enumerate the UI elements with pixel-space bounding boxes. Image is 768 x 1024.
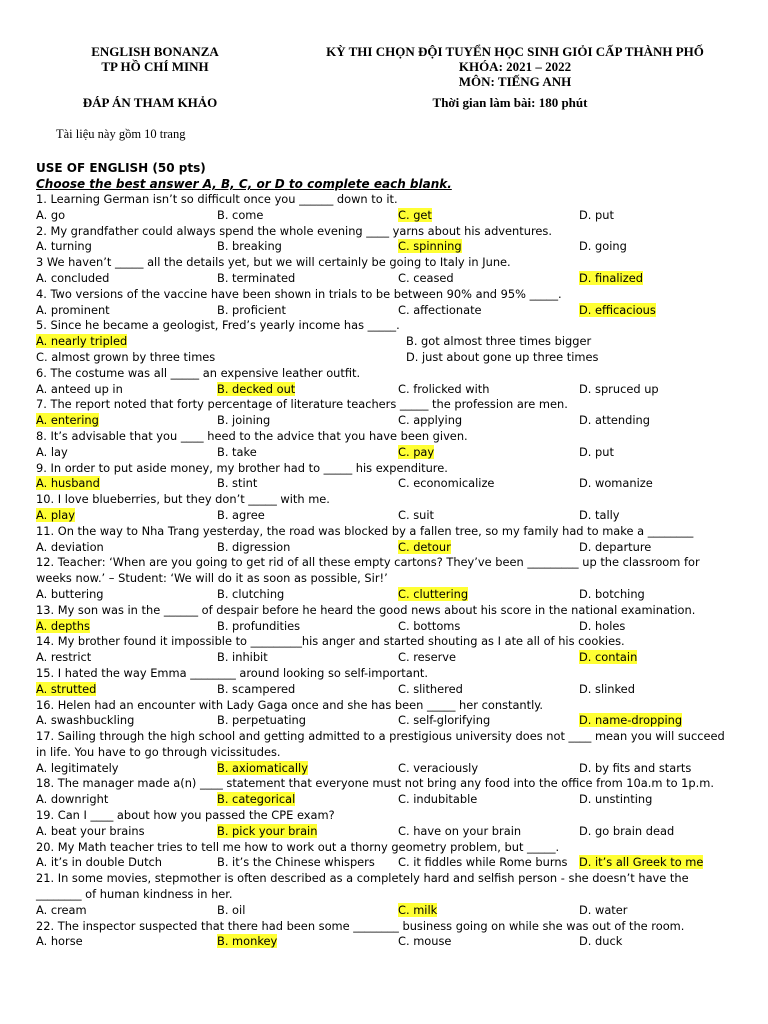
exam-year: KHÓA: 2021 – 2022 (458, 59, 572, 74)
answer-option-correct: B. decked out (217, 381, 296, 396)
section-instruction: Choose the best answer A, B, C, or D to complete each blank. (36, 177, 452, 191)
answer-option: A. prominent (36, 302, 110, 317)
answer-option: C. it fiddles while Rome burns (398, 855, 568, 870)
question-text: 5. Since he became a geologist, Fred’s yearly income has _____. (36, 318, 400, 333)
answer-option: C. frolicked with (398, 381, 490, 396)
options-row (36, 334, 736, 350)
answer-option: A. go (36, 207, 66, 222)
options-row (36, 540, 736, 556)
answer-option-correct: C. milk (398, 902, 438, 917)
answer-option: A. turning (36, 239, 92, 254)
options-row (36, 587, 736, 603)
question-text: 22. The inspector suspected that there had been some ________ business going on while she was out of the room. (36, 918, 685, 933)
answer-option: D. by fits and starts (579, 760, 692, 775)
answer-option-correct: C. cluttering (398, 586, 469, 601)
answer-option: B. breaking (217, 239, 282, 254)
answer-option-correct: C. pay (398, 444, 435, 459)
answer-option-correct: A. strutted (36, 681, 97, 696)
answer-option: D. water (579, 902, 628, 917)
question-list (36, 192, 736, 950)
options-row (36, 713, 736, 729)
answer-option: D. holes (579, 618, 626, 633)
answer-option-correct: A. play (36, 507, 75, 522)
answer-option: B. come (217, 207, 264, 222)
question-text: 4. Two versions of the vaccine have been shown in trials to be between 90% and 95% _____. (36, 286, 562, 301)
options-row (36, 792, 736, 808)
options-row (36, 350, 736, 366)
question-text: 12. Teacher: ‘When are you going to get rid of all these empty cartons? They’ve been _________ up the classroom for weeks now.’ – Student: ‘We will do it as soon as possible, Sir!’ (36, 555, 700, 586)
answer-option: B. profundities (217, 618, 301, 633)
answer-option-correct: D. contain (579, 650, 638, 665)
question-text: 2. My grandfather could always spend the whole evening ____ yarns about his adventures. (36, 223, 552, 238)
exam-info-block (300, 44, 730, 89)
answer-option-correct: C. get (398, 207, 432, 222)
question-text: 9. In order to put aside money, my brother had to _____ his expenditure. (36, 460, 448, 475)
question-text: 20. My Math teacher tries to tell me how to work out a thorny geometry problem, but _____. (36, 839, 560, 854)
answer-option-correct: A. entering (36, 413, 99, 428)
answer-option: D. go brain dead (579, 823, 675, 838)
answer-option: B. oil (217, 902, 246, 917)
answer-option-correct: C. spinning (398, 239, 462, 254)
exam-subject: MÔN: TIẾNG ANH (458, 74, 572, 89)
answer-option: D. spruced up (579, 381, 659, 396)
answer-option: D. attending (579, 413, 650, 428)
options-row (36, 508, 736, 524)
answer-option: A. anteed up in (36, 381, 123, 396)
answer-option: A. restrict (36, 650, 92, 665)
options-row (36, 855, 736, 871)
answer-option: C. almost grown by three times (36, 349, 216, 364)
answer-option: D. duck (579, 934, 623, 949)
answer-option: D. unstinting (579, 792, 653, 807)
organizer-block (0, 44, 310, 74)
answer-option: B. it’s the Chinese whispers (217, 855, 375, 870)
answer-option: A. deviation (36, 539, 104, 554)
organizer-city: TP HỒ CHÍ MINH (101, 59, 209, 74)
options-row (36, 271, 736, 287)
answer-option: C. affectionate (398, 302, 482, 317)
question-text: 18. The manager made a(n) ____ statement that everyone must not bring any food into the office from 10a.m to 1p.m. (36, 776, 714, 791)
answer-option-correct: D. finalized (579, 270, 643, 285)
answer-option-correct: D. it’s all Greek to me (579, 855, 704, 870)
answer-option: A. downright (36, 792, 109, 807)
answer-option: B. joining (217, 413, 271, 428)
answer-key-label: ĐÁP ÁN THAM KHẢO (82, 95, 218, 110)
answer-option: D. departure (579, 539, 652, 554)
page-count-note: Tài liệu này gồm 10 trang (56, 127, 186, 141)
question-text: 21. In some movies, stepmother is often described as a completely hard and selfish person - she doesn’t have the ________ of human kindness in her. (36, 871, 689, 902)
answer-option: A. concluded (36, 270, 110, 285)
answer-option-correct: A. depths (36, 618, 90, 633)
answer-option-correct: B. categorical (217, 792, 296, 807)
answer-option: B. inhibit (217, 650, 268, 665)
answer-option: A. it’s in double Dutch (36, 855, 163, 870)
answer-option: B. got almost three times bigger (406, 334, 592, 349)
options-row (36, 761, 736, 777)
answer-option: C. mouse (398, 934, 452, 949)
answer-option: C. suit (398, 507, 434, 522)
answer-option: B. digression (217, 539, 291, 554)
answer-option: D. going (579, 239, 627, 254)
answer-option: D. put (579, 207, 614, 222)
options-row (36, 824, 736, 840)
answer-option-correct: D. name-dropping (579, 713, 683, 728)
options-row (36, 445, 736, 461)
question-text: 1. Learning German isn’t so difficult once you ______ down to it. (36, 192, 398, 206)
answer-option: B. stint (217, 476, 258, 491)
options-row (36, 903, 736, 919)
answer-option: C. bottoms (398, 618, 461, 633)
answer-option: C. slithered (398, 681, 463, 696)
question-text: 8. It’s advisable that you ____ heed to the advice that you have been given. (36, 428, 468, 443)
options-row (36, 476, 736, 492)
question-text: 3 We haven’t _____ all the details yet, but we will certainly be going to Italy in June. (36, 255, 511, 270)
answer-option-correct: D. efficacious (579, 302, 656, 317)
options-row (36, 650, 736, 666)
answer-option: C. indubitable (398, 792, 478, 807)
answer-option-correct: B. axiomatically (217, 760, 308, 775)
options-row (36, 382, 736, 398)
answer-option: D. slinked (579, 681, 635, 696)
answer-option: A. horse (36, 934, 83, 949)
answer-option: B. proficient (217, 302, 286, 317)
question-text: 17. Sailing through the high school and getting admitted to a prestigious university does not ____ mean you will succeed in life. You have to go through vicissitudes. (36, 729, 725, 759)
question-text: 15. I hated the way Emma ________ around looking so self-important. (36, 665, 429, 680)
answer-option: D. tally (579, 507, 620, 522)
answer-option: A. cream (36, 902, 87, 917)
exam-duration: Thời gian làm bài: 180 phút (432, 95, 588, 110)
section-title: USE OF ENGLISH (50 pts) (36, 161, 206, 175)
answer-option: A. beat your brains (36, 823, 145, 838)
answer-option: C. applying (398, 413, 463, 428)
options-row (36, 303, 736, 319)
options-row (36, 208, 736, 224)
question-text: 14. My brother found it impossible to _________his anger and started shouting as I ate all of his cookies. (36, 634, 625, 649)
answer-option: B. perpetuating (217, 713, 306, 728)
answer-option: C. economicalize (398, 476, 495, 491)
answer-option: A. legitimately (36, 760, 119, 775)
options-row (36, 413, 736, 429)
answer-option-correct: A. nearly tripled (36, 334, 128, 349)
answer-option-correct: B. pick your brain (217, 823, 318, 838)
answer-option-correct: A. husband (36, 476, 100, 491)
answer-option: A. buttering (36, 586, 104, 601)
options-row (36, 239, 736, 255)
answer-option: B. scampered (217, 681, 296, 696)
answer-option: C. veraciously (398, 760, 479, 775)
question-text: 7. The report noted that forty percentage of literature teachers _____ the profession are men. (36, 397, 568, 412)
answer-option-correct: C. detour (398, 539, 451, 554)
answer-option: B. agree (217, 507, 265, 522)
answer-option: C. have on your brain (398, 823, 522, 838)
answer-option: C. ceased (398, 270, 454, 285)
answer-option: D. womanize (579, 476, 653, 491)
answer-option: B. terminated (217, 270, 296, 285)
answer-option: B. take (217, 444, 257, 459)
answer-option: D. put (579, 444, 614, 459)
answer-option: A. swashbuckling (36, 713, 135, 728)
question-text: 16. Helen had an encounter with Lady Gaga once and she has been _____ her constantly. (36, 697, 544, 712)
question-text: 10. I love blueberries, but they don’t _____ with me. (36, 492, 330, 507)
organizer-name: ENGLISH BONANZA (91, 44, 219, 59)
exam-title: KỲ THI CHỌN ĐỘI TUYỂN HỌC SINH GIỎI CẤP THÀNH PHỐ (326, 44, 704, 59)
answer-option: D. botching (579, 586, 645, 601)
answer-option: B. clutching (217, 586, 285, 601)
question-text: 19. Can I ____ about how you passed the CPE exam? (36, 808, 335, 823)
options-row (36, 619, 736, 635)
options-row (36, 934, 736, 950)
answer-option: C. reserve (398, 650, 457, 665)
question-text: 11. On the way to Nha Trang yesterday, the road was blocked by a fallen tree, so my family had to make a ________ (36, 523, 694, 538)
question-text: 13. My son was in the ______ of despair before he heard the good news about his score in the national examination. (36, 602, 696, 617)
answer-option-correct: B. monkey (217, 934, 278, 949)
question-text: 6. The costume was all _____ an expensive leather outfit. (36, 365, 361, 380)
answer-option: D. just about gone up three times (406, 349, 599, 364)
answer-option: A. lay (36, 444, 68, 459)
answer-option: C. self-glorifying (398, 713, 491, 728)
options-row (36, 682, 736, 698)
